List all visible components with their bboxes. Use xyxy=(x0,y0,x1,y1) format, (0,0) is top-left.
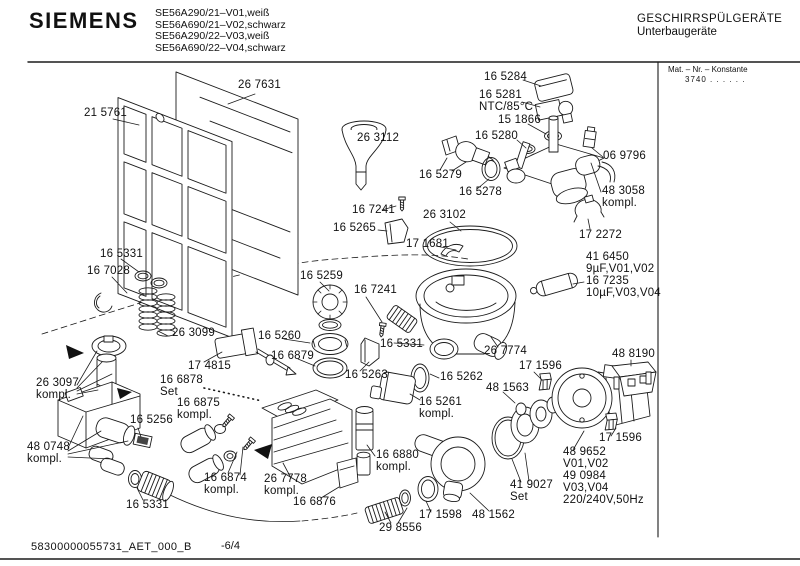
part-label-166880: 16 6880 kompl. xyxy=(376,449,419,473)
part-label-166879: 16 6879 xyxy=(271,350,314,362)
part-label-165263: 16 5263 xyxy=(345,369,388,381)
category-line1: GESCHIRRSPÜLGERÄTE xyxy=(637,13,783,25)
part-label-174815: 17 4815 xyxy=(188,360,231,372)
part-label-165331b: 16 5331 xyxy=(380,338,423,350)
part-label-165280: 16 5280 xyxy=(475,130,518,142)
part-label-165261: 16 5261 kompl. xyxy=(419,396,462,420)
motor-assembly-drawing xyxy=(492,362,656,459)
part-label-416450: 41 6450 9µF,V01,V02 16 7235 10µF,V03,V04 xyxy=(586,251,661,299)
part-label-488190: 48 8190 xyxy=(612,348,655,360)
part-label-267778: 26 7778 kompl. xyxy=(264,473,307,497)
model-line: SE56A690/22–V04,schwarz xyxy=(155,41,286,54)
part-label-489652: 48 9652 V01,V02 49 0984 V03,V04 220/240V,50Hz xyxy=(563,446,644,506)
part-label-166875: 16 6875 kompl. xyxy=(177,397,220,421)
part-label-165331a: 16 5331 xyxy=(100,248,143,260)
footer-page-number: -6/4 xyxy=(221,540,240,552)
category-title xyxy=(637,13,782,39)
part-label-263112: 26 3112 xyxy=(357,132,400,144)
part-label-171596b: 17 1596 xyxy=(599,432,642,444)
mat-nr-box xyxy=(668,65,748,85)
mat-nr-label: Mat. – Nr. – Konstante xyxy=(668,65,748,74)
part-label-165284: 16 5284 xyxy=(484,71,527,83)
part-label-151866: 15 1866 xyxy=(498,114,541,126)
part-label-167241a: 16 7241 xyxy=(352,204,395,216)
category-line2: Unterbaugeräte xyxy=(637,26,717,38)
part-label-480748: 48 0748 kompl. xyxy=(27,441,70,465)
part-label-171598: 17 1598 xyxy=(419,509,462,521)
part-label-165260: 16 5260 xyxy=(258,330,301,342)
part-label-166878: 16 6878 Set xyxy=(160,374,203,398)
part-label-165278: 16 5278 xyxy=(459,186,502,198)
insulation-panels-drawing xyxy=(118,50,298,363)
part-label-165281: 16 5281 NTC/85°C xyxy=(479,89,534,113)
part-label-263097: 26 3097 kompl. xyxy=(36,377,79,401)
bracket-165265-drawing xyxy=(385,219,408,244)
part-label-481562: 48 1562 xyxy=(472,509,515,521)
model-list xyxy=(155,8,286,54)
model-line: SE56A290/22–V03,weiß xyxy=(155,30,270,42)
part-label-267774: 26 7774 xyxy=(484,345,527,357)
part-label-215761: 21 5761 xyxy=(84,107,127,119)
model-line: SE56A690/21–V02,schwarz xyxy=(155,18,286,31)
part-label-165259: 16 5259 xyxy=(300,270,343,282)
part-label-069796: 06 9796 xyxy=(603,150,646,162)
part-label-267631: 26 7631 xyxy=(238,79,281,91)
part-label-298556: 29 8556 xyxy=(379,522,422,534)
part-label-166876: 16 6876 xyxy=(293,496,336,508)
part-label-165256: 16 5256 xyxy=(130,414,173,426)
part-label-263099: 26 3099 xyxy=(172,327,215,339)
model-line: SE56A290/21–V01,weiß xyxy=(155,7,270,19)
part-label-166874: 16 6874 kompl. xyxy=(204,472,247,496)
footer-doc-number: 58300000055731_AET_000_B xyxy=(31,541,192,553)
brand-logo: SIEMENS xyxy=(29,8,139,33)
part-label-165265: 16 5265 xyxy=(333,222,376,234)
inlet-manifold-drawing xyxy=(504,116,615,222)
part-label-167241b: 16 7241 xyxy=(354,284,397,296)
capacitor-drawing xyxy=(529,272,579,300)
part-label-165262: 16 5262 xyxy=(440,371,483,383)
part-label-171596a: 17 1596 xyxy=(519,360,562,372)
ribbed-sleeve-drawing xyxy=(378,197,418,337)
salt-cap-stack-drawing xyxy=(312,285,348,378)
mat-nr-value: 3740 . . . . . . xyxy=(685,75,746,84)
part-label-171681: 17 1681 xyxy=(406,238,449,250)
part-label-165331c: 16 5331 xyxy=(126,499,169,511)
part-label-263102: 26 3102 xyxy=(423,209,466,221)
part-label-172272: 17 2272 xyxy=(579,229,622,241)
part-label-167028: 16 7028 xyxy=(87,265,130,277)
part-label-481563: 48 1563 xyxy=(486,382,529,394)
part-label-165279: 16 5279 xyxy=(419,169,462,181)
part-label-483058: 48 3058 kompl. xyxy=(602,185,645,209)
part-label-419027: 41 9027 Set xyxy=(510,479,553,503)
